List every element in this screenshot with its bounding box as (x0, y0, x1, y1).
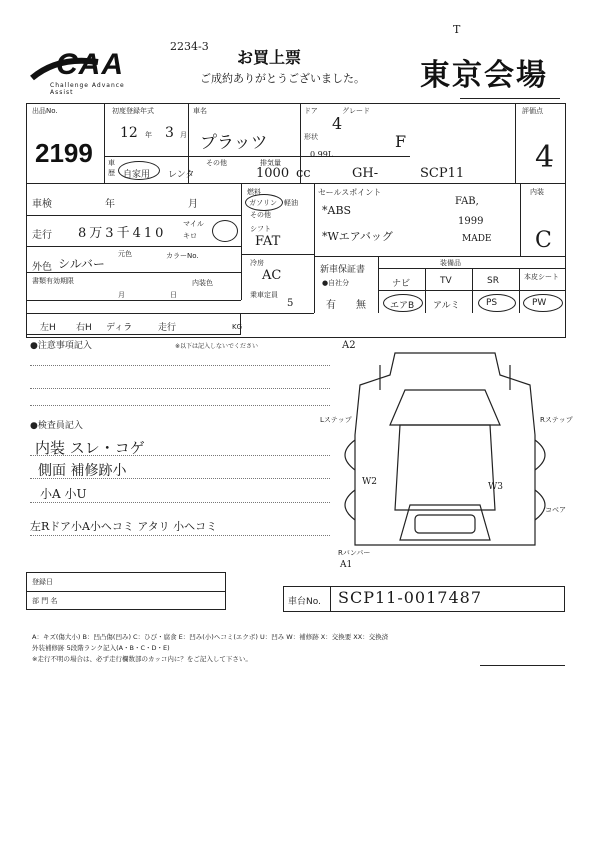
page-title: お買上票 (237, 48, 302, 67)
doors-value: 4 (332, 114, 343, 133)
first-reg-month-unit: 月 (180, 131, 187, 139)
recall-month: 月 (118, 291, 125, 299)
car-name-label: 車名 (193, 107, 207, 115)
diagram-bottom-label: A1 (340, 560, 353, 570)
first-reg-year: 12 (120, 125, 138, 141)
mileage-digit-6: 1 (143, 226, 156, 241)
lot-number: 2199 (35, 138, 93, 168)
recall-day: 日 (170, 291, 177, 299)
notes-label: ●注意事項記入 (30, 341, 92, 351)
venue-name: 東京会場 (420, 58, 548, 93)
fuel-other: その他 (250, 211, 271, 219)
diagram-left-step: Lステップ (320, 416, 352, 424)
inspector-line-2: 側面 補修跡小 (38, 463, 127, 479)
handle-right: 右H (76, 323, 92, 333)
sales-note-1: FAB, (455, 196, 479, 207)
diagram-right-step: Rステップ (540, 416, 573, 424)
fuel-gasoline-circle (245, 194, 283, 211)
inspector-line-4: 左Rドア小A小ヘコミ アタリ 小ヘコミ (30, 520, 218, 533)
interior-color-label: 内装色 (192, 279, 213, 287)
warranty-none: 無 (356, 300, 366, 311)
equipment-pw-circle (523, 294, 563, 312)
caa-logo (28, 48, 148, 96)
mileage-digit-5: 4 (132, 226, 144, 241)
page-subtitle: ご成約ありがとうございました。 (200, 72, 365, 85)
inspector-label: ●検査員記入 (30, 421, 83, 431)
recall-label: 書類有効期限 (32, 277, 74, 285)
mileage-value (78, 222, 166, 241)
color-label: 外色 (32, 262, 52, 273)
displacement-value: 1000 (256, 166, 290, 181)
handle-running: 走行 (158, 323, 177, 333)
logo-tagline: Challenge Advance Assist (50, 82, 125, 96)
dept-label: 部 門 名 (32, 597, 58, 605)
first-reg-label: 初度登録年式 (112, 107, 154, 115)
sales-note-2: 1999 (458, 216, 484, 227)
color-original: 元色 (118, 250, 132, 258)
usage-rental: レンタ (168, 170, 195, 180)
mileage-digit-4: 千 (116, 226, 133, 241)
equipment-alloy: アルミ (433, 301, 460, 311)
legend-line-1: A：キズ(傷大小) B：凹凸傷(凹み) C：ひび・腐食 E：凹み(小)ヘコミ(エクボ) U：凹み W：補修跡 X：交換要 XX：交換済 (32, 633, 389, 641)
equipment-pw: PW (532, 298, 547, 308)
notes-hint: ※以下は記入しないでください (175, 343, 259, 350)
legend-line-2: 外装補修跡 5段階ランク記入(A・B・C・D・E) (32, 644, 170, 652)
first-reg-year-unit: 年 (145, 131, 152, 139)
ac-value: AC (262, 268, 282, 283)
warranty-label: 新車保証書 (320, 265, 366, 275)
ac-label: 冷房 (250, 259, 264, 267)
interior-score-label: 内装 (530, 188, 544, 196)
top-rule (460, 98, 560, 99)
handle-dealer: ディラ (106, 323, 133, 333)
lot-label: 出品No. (32, 107, 58, 115)
score-label: 評価点 (522, 107, 543, 115)
color-number: カラーNo. (166, 252, 199, 260)
legend-line-3: ※走行不明の場合は、必ず走行欄数部のカッコ内に？をご記入して下さい。 (32, 655, 252, 663)
transfer-label: 登録日 (32, 578, 53, 586)
grade-label: グレード (342, 107, 370, 115)
model-label: 形状 (304, 133, 318, 141)
usage-private: 自家用 (123, 170, 151, 180)
mileage-paren (212, 220, 238, 242)
fuel-diesel: 軽油 (284, 199, 298, 207)
chassis-number: SCP11-0017487 (338, 588, 482, 607)
grade-value: F (395, 132, 407, 151)
mileage-label: 走行 (32, 230, 52, 241)
handle-row (26, 313, 241, 335)
inspector-line-1: 内装 スレ・コゲ (35, 439, 145, 457)
mileage-unit-mile: マイル (183, 220, 204, 228)
color-value: シルバー (58, 257, 105, 271)
handle-kg: KG (232, 323, 243, 331)
doors-label: ドア (304, 107, 318, 115)
shift-label: シフト (250, 225, 271, 233)
car-name: プラッツ (200, 133, 268, 153)
mileage-digit-7: 0 (155, 226, 167, 241)
usage-private-circle (118, 161, 160, 180)
capacity-label: 乗車定員 (250, 291, 278, 299)
sales-point-1: *ABS (322, 204, 352, 217)
equipment-nav: ナビ (392, 279, 411, 289)
mileage-unit-km: キロ (183, 232, 197, 240)
warranty-sub: ●自社分 (322, 279, 350, 287)
diagram-rear-bumper: Rバンパー (338, 549, 371, 557)
interior-score: C (535, 228, 552, 253)
equipment-ps: PS (486, 298, 498, 308)
equipment-airbag-circle (383, 294, 423, 312)
mileage-digit-3: 3 (105, 226, 117, 241)
equipment-airbag: エアB (390, 301, 415, 311)
corner-mark: T (453, 23, 461, 36)
chassis-label: 車台No. (288, 597, 321, 607)
displacement-code: GH- (352, 166, 379, 181)
logo-text: CAA (56, 48, 124, 81)
equipment-label: 装備品 (440, 259, 461, 267)
handle-left: 左H (40, 323, 56, 333)
equipment-sr: SR (487, 276, 499, 286)
equipment-leather: 本皮シート (524, 273, 559, 281)
page-stamp: 2234-3 (170, 40, 209, 53)
capacity-value: 5 (287, 298, 294, 309)
equipment-ps-circle (478, 294, 516, 312)
displacement-note: 0.99L (310, 150, 334, 159)
displacement-label: 排気量 (260, 159, 281, 167)
chassis-code: SCP11 (420, 166, 465, 181)
sales-point-2: *Wエアバッグ (322, 230, 393, 243)
fuel-label: 燃料 (247, 188, 261, 196)
displacement-unit: cc (296, 166, 311, 181)
fuel-gasoline: ガソリン (249, 199, 277, 207)
inspection-year: 年 (105, 199, 115, 210)
shift-value: FAT (255, 234, 281, 249)
inspector-line-3: 小A 小U (40, 487, 87, 501)
usage-other: その他 (206, 159, 227, 167)
first-reg-month: 3 (165, 125, 174, 141)
diagram-w3: W3 (488, 482, 503, 492)
diagram-w2: W2 (362, 477, 377, 487)
usage-label-1: 車 (108, 159, 115, 167)
inspection-label: 車検 (32, 199, 52, 210)
score-value: 4 (535, 140, 555, 175)
mileage-digit-1: 8 (78, 226, 90, 241)
equipment-tv: TV (440, 276, 452, 286)
diagram-front-label: A2 (342, 340, 356, 351)
diagram-rear-right: コベア (545, 506, 566, 514)
mileage-digit-2: 万 (89, 226, 106, 241)
sales-points-label: セールスポイント (318, 188, 382, 197)
warranty-has: 有 (326, 300, 336, 311)
usage-label-2: 歴 (108, 169, 115, 177)
car-damage-diagram (320, 345, 570, 565)
sales-note-3: MADE (462, 234, 492, 244)
inspection-month: 月 (188, 199, 198, 210)
